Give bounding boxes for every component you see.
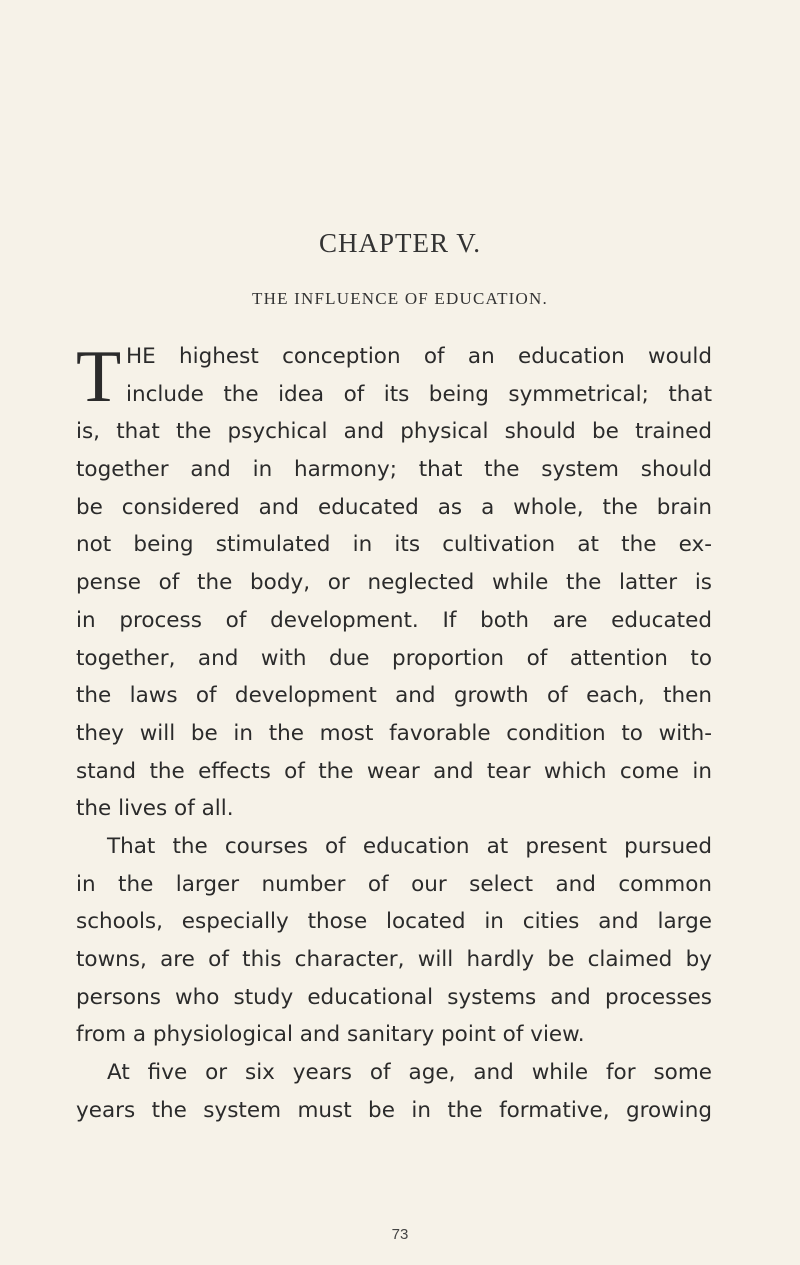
text-line: persons who study educational systems and processes xyxy=(76,984,712,1010)
text-line: they will be in the most favorable condition to with- xyxy=(76,720,712,746)
text-line: in process of development. If both are educated xyxy=(76,607,712,633)
text-line: HE highest conception of an education would xyxy=(126,344,712,369)
drop-cap: T xyxy=(76,336,122,418)
text-line: years the system must be in the formative, growing xyxy=(76,1097,712,1123)
body-text xyxy=(76,338,712,1129)
text-line: include the idea of its being symmetrical; that xyxy=(126,381,712,407)
text-line: That the courses of education at present pursued xyxy=(107,833,712,859)
text-line: is, that the psychical and physical should be trained xyxy=(76,419,712,445)
text-line: schools, especially those located in cities and large xyxy=(76,909,712,935)
chapter-heading: CHAPTER V. xyxy=(318,228,482,258)
text-line: At five or six years of age, and while for some xyxy=(107,1060,712,1086)
text-line: together and in harmony; that the system should xyxy=(76,457,712,483)
page-number: 73 xyxy=(391,1226,409,1243)
text-line: not being stimulated in its cultivation at the ex- xyxy=(76,532,712,558)
paragraph-2 xyxy=(76,828,712,1054)
text-line: towns, are of this character, will hardly be claimed by xyxy=(76,947,712,972)
text-line: from a physiological and sanitary point of view. xyxy=(76,1022,585,1048)
text-line: the lives of all. xyxy=(76,796,234,822)
chapter-title: THE INFLUENCE OF EDUCATION. xyxy=(252,289,548,308)
text-line: the laws of development and growth of each, then xyxy=(76,683,712,709)
text-line: together, and with due proportion of attention to xyxy=(76,645,712,671)
paragraph-1 xyxy=(76,338,712,828)
text-line: be considered and educated as a whole, the brain xyxy=(76,494,712,520)
text-line: pense of the body, or neglected while the latter is xyxy=(76,570,712,596)
text-line: stand the effects of the wear and tear which come in xyxy=(76,758,712,784)
text-line: in the larger number of our select and common xyxy=(76,871,712,897)
paragraph-3 xyxy=(76,1054,712,1129)
